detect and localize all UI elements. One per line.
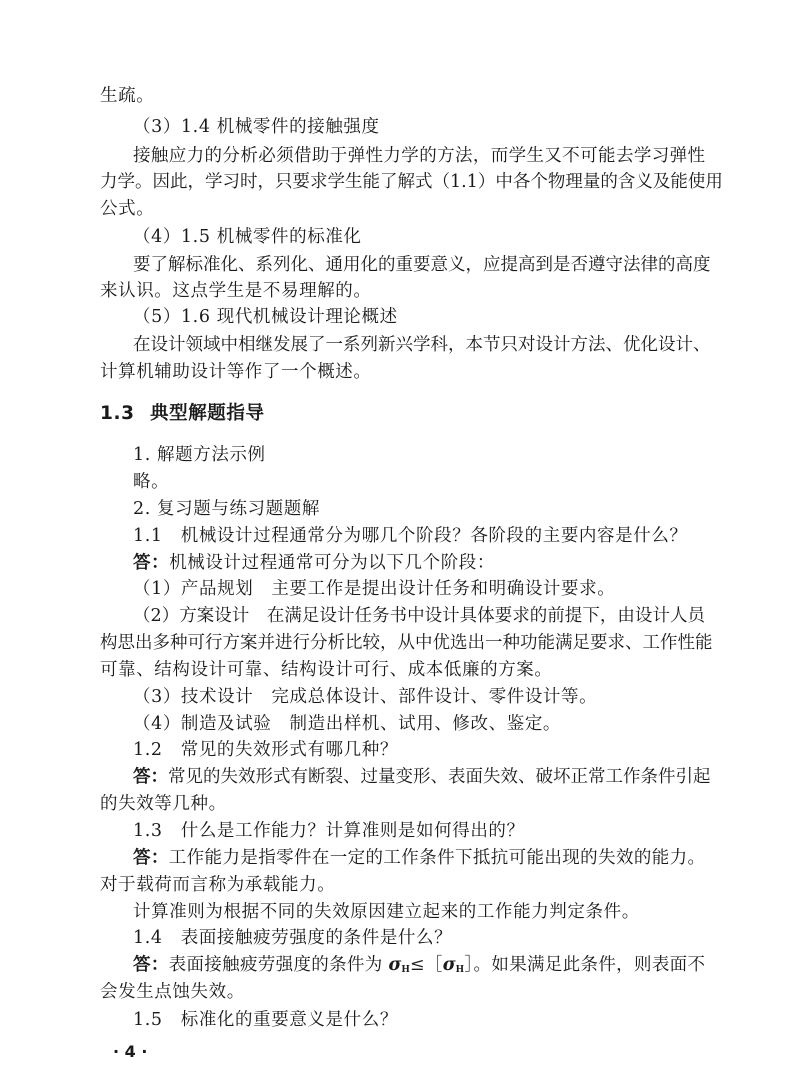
answer-label: 答： <box>133 847 169 868</box>
page-number: · 4 · <box>113 1042 148 1061</box>
text-line: 计算准则为根据不同的失效原因建立起来的工作能力判定条件。 <box>133 901 640 922</box>
section-title: 典型解题指导 <box>150 403 265 425</box>
text-line: 可靠、结构设计可靠、结构设计可行、成本低廉的方案。 <box>100 659 553 680</box>
section-number: 1.3 <box>100 403 135 425</box>
text-line: 公式。 <box>100 198 155 219</box>
answer-label: 答： <box>133 955 169 976</box>
text-line: 来认识。这点学生是不易理解的。 <box>100 281 372 302</box>
text-line: （4）制造及试验 制造出样机、试用、修改、鉴定。 <box>133 713 562 734</box>
text-line: 2. 复习题与练习题题解 <box>133 498 320 519</box>
text-line: 接触应力的分析必须借助于弹性力学的方法，而学生又不可能去学习弹性 <box>133 146 705 167</box>
sigma-symbol: $\sigma_H$ <box>388 955 410 976</box>
text-line: 略。 <box>133 472 170 492</box>
question-line: 1.2 常见的失效形式有哪几种？ <box>133 740 398 761</box>
text-line: 要了解标准化、系列化、通用化的重要意义，应提高到是否遵守法律的高度 <box>133 254 711 275</box>
text-line: 力学。因此，学习时，只要求学生能了解式（1.1）中各个物理量的含义及能使用 <box>100 172 723 193</box>
question-line: 1.1 机械设计过程通常分为哪几个阶段？各阶段的主要内容是什么？ <box>133 525 688 546</box>
text-line: 生疏。 <box>100 86 155 106</box>
subsection-title: （3）1.4 机械零件的接触强度 <box>133 116 380 137</box>
question-line: 1.3 什么是工作能力？计算准则是如何得出的？ <box>133 820 525 841</box>
text-line: 在设计领域中相继发展了一系列新兴学科，本节只对设计方法、优化设计、 <box>133 335 711 355</box>
subsection-title: （5）1.6 现代机械设计理论概述 <box>133 307 398 328</box>
text-line: 1. 解题方法示例 <box>133 445 266 466</box>
answer-line: 答：工作能力是指零件在一定的工作条件下抵抗可能出现的失效的能力。 <box>133 847 706 868</box>
text-line: （1）产品规划 主要工作是提出设计任务和明确设计要求。 <box>133 579 616 600</box>
question-line: 1.5 标准化的重要意义是什么？ <box>133 1010 398 1030</box>
question-line: 1.4 表面接触疲劳强度的条件是什么？ <box>133 928 453 949</box>
subsection-title: （4）1.5 机械零件的标准化 <box>133 226 362 247</box>
text-line: 会发生点蚀失效。 <box>100 982 245 1002</box>
answer-label: 答： <box>133 767 168 788</box>
answer-line: 答：机械设计过程通常可分为以下几个阶段： <box>133 552 496 573</box>
answer-line: 答：常见的失效形式有断裂、过量变形、表面失效、破坏正常工作条件引起 <box>133 767 711 788</box>
text-line: 对于载荷而言称为承载能力。 <box>100 874 336 895</box>
text-line: （2）方案设计 在满足设计任务书中设计具体要求的前提下，由设计人员 <box>133 606 705 627</box>
text-line: 的失效等几种。 <box>100 794 227 815</box>
text-line: （3）技术设计 完成总体设计、部件设计、零件设计等。 <box>133 686 598 707</box>
answer-label: 答： <box>133 552 170 573</box>
text-line: 计算机辅助设计等作了一个概述。 <box>100 361 372 382</box>
sigma-symbol: $\sigma_H$ <box>442 955 465 976</box>
section-heading <box>100 402 705 426</box>
text-line: 构思出多种可行方案并进行分析比较，从中优选出一种功能满足要求、工作性能 <box>100 633 713 653</box>
answer-line: 答：表面接触疲劳强度的条件为 $\sigma_H\le[\sigma_H]$。如果满足此条件，则表面不 <box>133 955 705 976</box>
